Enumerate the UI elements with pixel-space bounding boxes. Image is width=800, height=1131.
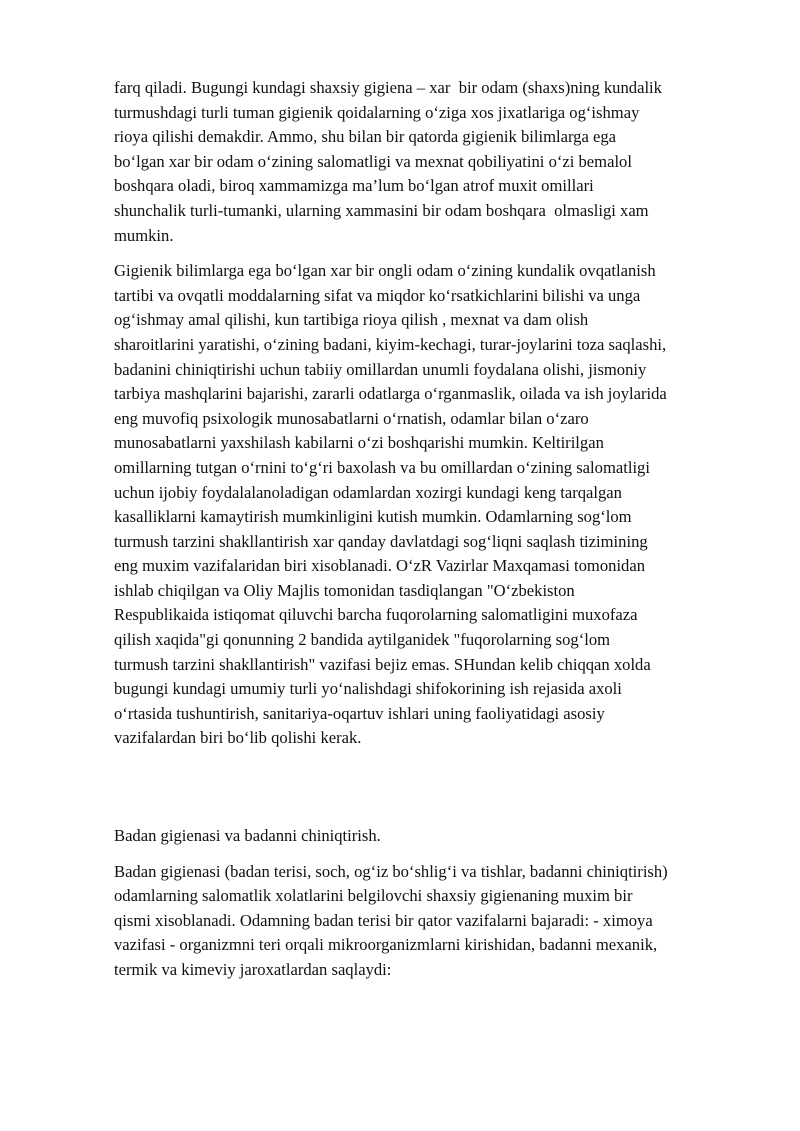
section-heading: Badan gigienasi va badanni chiniqtirish.	[114, 826, 381, 846]
document-body	[114, 76, 754, 994]
paragraph-3: Badan gigienasi (badan terisi, soch, og‘iz bo‘shlig‘i va tishlar, badanni chiniqtirish) odamlarning salomatlik xolatlarini belgilovchi shaxsiy gigienaning muxim bir qismi xisoblanadi. Odamning badan terisi bir qator vazifalarni bajaradi: - ximoya vazifasi - organizmni teri orqali mikroorganizmlarni kirishidan, badanni mexanik, termik va kimeviy jaroxatlardan saqlaydi:	[114, 861, 668, 979]
paragraph-1: farq qiladi. Bugungi kundagi shaxsiy gigiena – xar bir odam (shaxs)ning kundalik turmushdagi turli tuman gigienik qoidalarning o‘ziga xos jixatlariga og‘ishmay rioya qilishi demakdir. Ammo, shu bilan bir qatorda gigienik bilimlarga ega bo‘lgan xar bir odam o‘zining salomatligi va mexnat qobiliyatini o‘zi bemalol boshqara oladi, biroq xammamizga ma’lum bo‘lgan atrof muxit omillari shunchalik turli-tumanki, ularning xammasini bir odam boshqara olmasligi xam mumkin.	[114, 78, 662, 245]
blank-spacer	[114, 762, 754, 824]
paragraph-2: Gigienik bilimlarga ega bo‘lgan xar bir ongli odam o‘zining kundalik ovqatlanish tartibi va ovqatli moddalarning sifat va miqdor ko‘rsatkichlarini bilishi va unga og‘ishmay amal qilishi, kun tartibiga rioya qilish , mexnat va dam olish sharoitlarini yaratishi, o‘zining badani, kiyim-kechagi, turar-joylarini toza saqlashi, badanini chiniqtirishi uchun tabiiy omillardan unumli foydalana olishi, jismoniy tarbiya mashqlarini bajarishi, zararli odatlarga o‘rganmaslik, oilada va ish joylarida eng muvofiq psixologik munosabatlarni o‘rnatish, odamlar bilan o‘zaro munosabatlarni yaxshilash kabilarni o‘zi boshqarishi mumkin. Keltirilgan omillarning tutgan o‘rnini to‘g‘ri baxolash va bu omillardan o‘zining salomatligi uchun ijobiy foydalalanoladigan odamlardan xozirgi kundagi keng tarqalgan kasalliklarni kamaytirish mumkinligini kutish mumkin. Odamlarning sog‘lom turmush tarzini shakllantirish xar qanday davlatdagi sog‘liqni saqlash tizimining eng muxim vazifalaridan biri xisoblanadi. O‘zR Vazirlar Maxqamasi tomonidan ishlab chiqilgan va Oliy Majlis tomonidan tasdiqlangan "O‘zbekiston Respublikaida istiqomat qiluvchi barcha fuqorolarning salomatligini muxofaza qilish xaqida"gi qonunning 2 bandida aytilganidek "fuqorolarning sog‘lom turmush tarzini shakllantirish" vazifasi bejiz emas. SHundan kelib chiqqan xolda bugungi kundagi umumiy turli yo‘nalishdagi shifokorining ish rejasida axoli o‘rtasida tushuntirish, sanitariya-oqartuv ishlari uning faoliyatidagi asosiy vazifalardan biri bo‘lib qolishi kerak.	[114, 261, 667, 748]
